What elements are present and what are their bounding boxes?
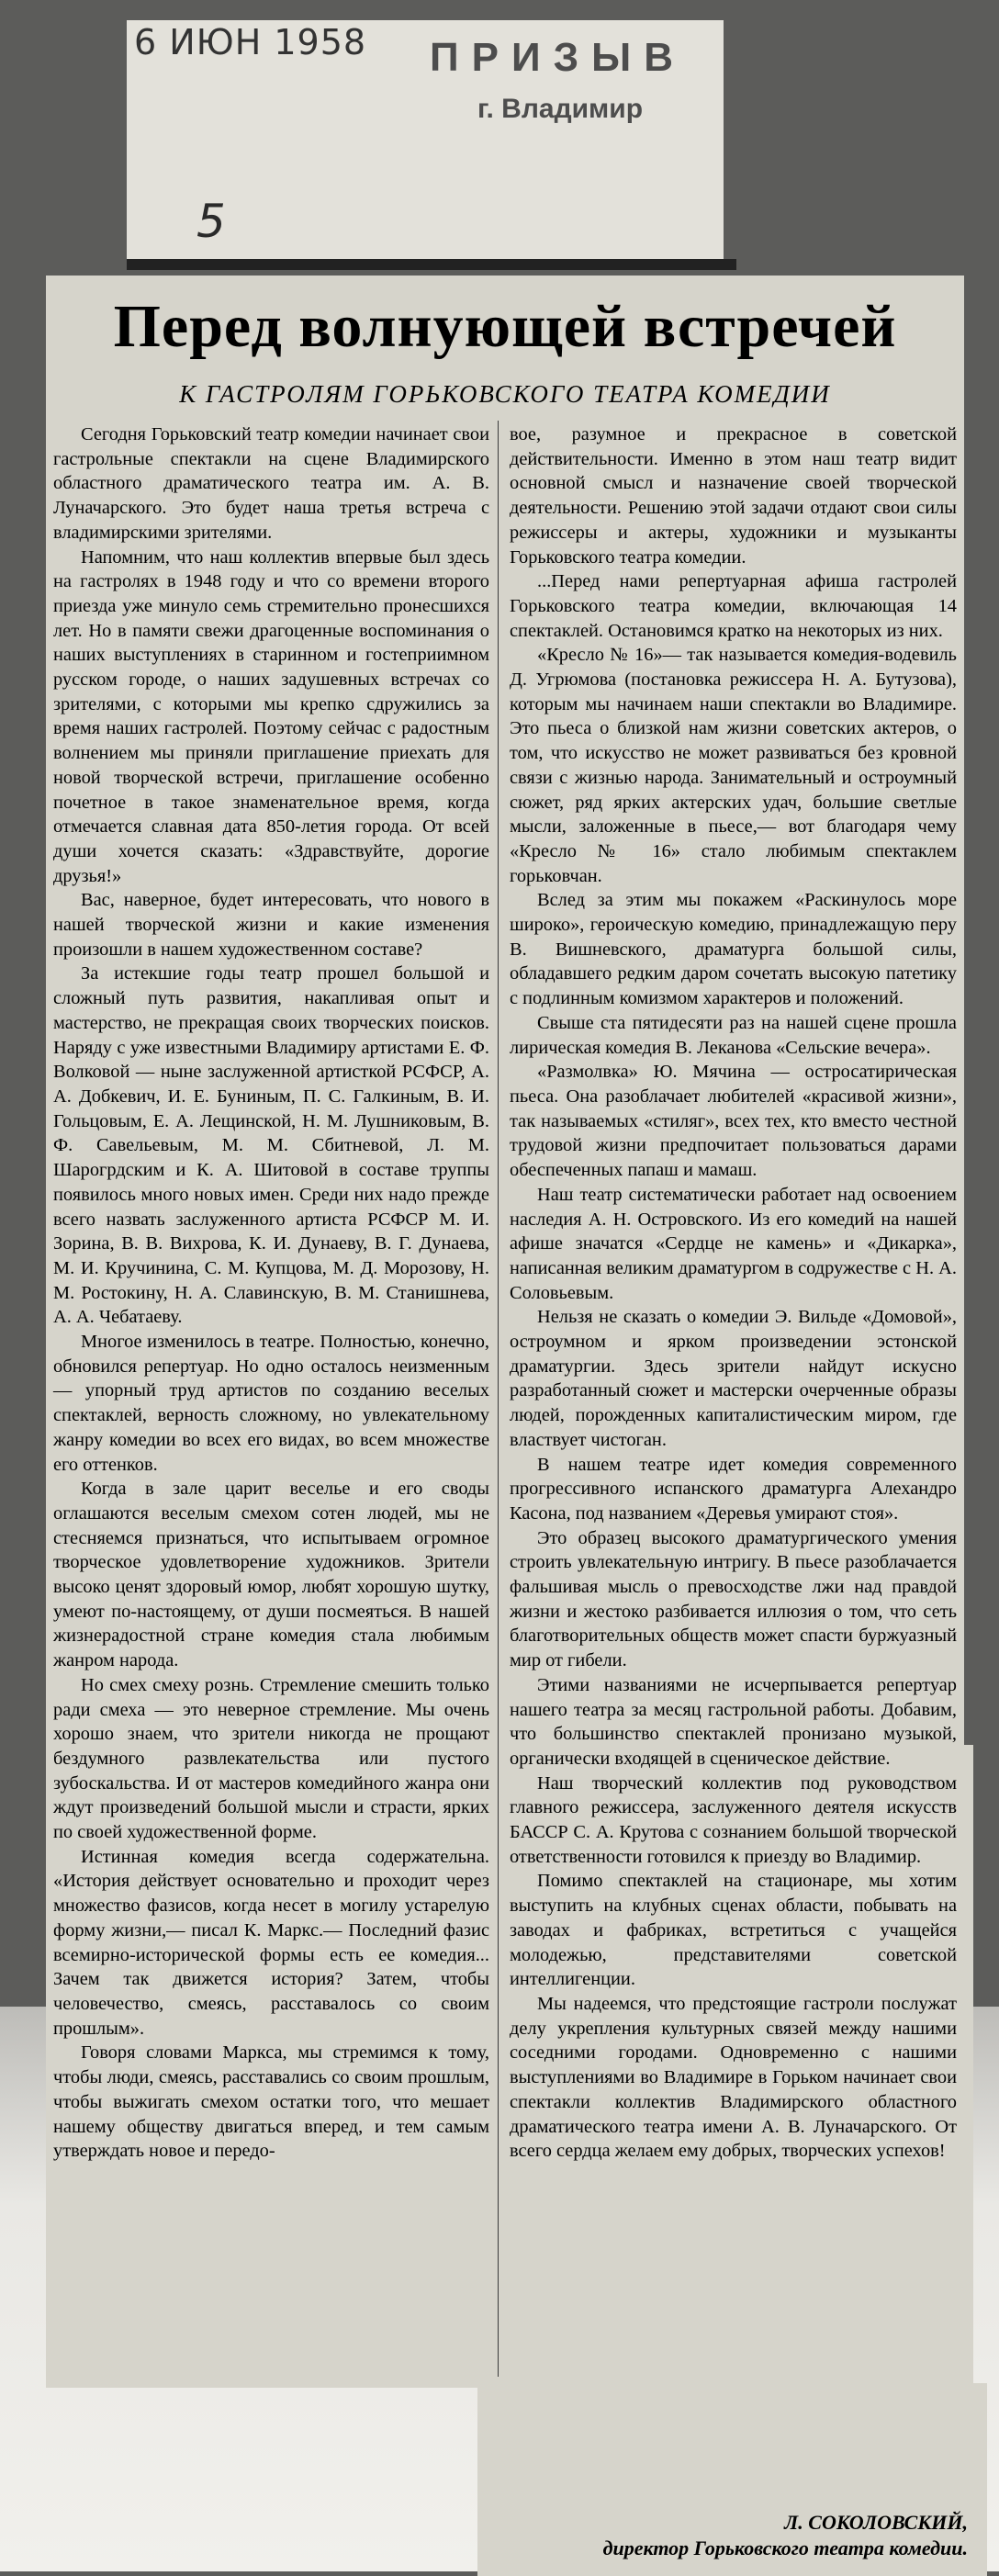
- paragraph: «Кресло № 16»— так называется комедия-водевиль Д. Угрюмова (постановка режиссера Н. А. Бутузова), которым мы начинаем наши спектакли во Владимире. Это пьеса о близкой нам жизни советских актеров, о том, что искусство не может развиваться без кровной связи с жизнью народа. Занимательный и остроумный сюжет, ряд ярких актерских удач, большие светлые мысли, заложенные в пьесе,— вот благодаря чему «Кресло № 16» стало любимым спектаклем горьковчан.: [510, 645, 957, 886]
- paragraph: Напомним, что наш коллектив впервые был здесь на гастролях в 1948 году и что со времени второго приезда уже минуло семь стремительно пронесшихся лет. Но в памяти свежи драгоценные воспоминания о наших выступлениях в старинном и гостеприимном русском городе, о наших задушевных встречах со зрителями, с которыми мы крепко сдружились за время наших гастролей. Поэтому сейчас с радостным волнением мы приняли приглашение приехать для новой творческой встречи, приглашение особенно почетное в такое знаменательное время, когда отмечается славная дата 850-летия города. От всей души хочется сказать: «Здравствуйте, дорогие друзья!»: [53, 546, 489, 886]
- paragraph: Сегодня Горьковский театр комедии начинает свои гастрольные спектакли на сцене Владимирского областного драматического театра им. А. В. Луначарского. Это будет наша третья встреча с владимирскими зрителями.: [53, 424, 489, 543]
- paragraph: Свыше ста пятидесяти раз на нашей сцене прошла лирическая комедия В. Леканова «Сельские вечера».: [510, 1012, 957, 1058]
- paragraph: ...Перед нами репертуарная афиша гастролей Горьковского театра комедии, включающая 14 спектаклей. Остановимся кратко на некоторых из них.: [510, 571, 957, 641]
- paragraph: Помимо спектаклей на стационаре, мы хотим выступить на клубных сценах области, побывать на заводах и фабриках, встретиться с учащейся молодежью, представителями советской интеллигенции.: [510, 1871, 957, 1990]
- paragraph: Вас, наверное, будет интересовать, что нового в нашей творческой жизни и какие изменения произошли в нашем художественном составе?: [53, 890, 489, 960]
- article-subtitle: К ГАСТРОЛЯМ ГОРЬКОВСКОГО ТЕАТРА КОМЕДИИ: [179, 380, 831, 408]
- paragraph: За истекшие годы театр прошел большой и сложный путь развития, накапливая опыт и мастерство, не прекращая своих творческих поисков. Наряду с уже известными Владимиру артистами Е. Ф. Волковой — ныне заслуженной артисткой РСФСР, А. А. Добкевич, И. Е. Буниным, П. С. Галкиным, В. И. Гольцовым, Е. А. Лещинской, Н. М. Лушниковым, В. Ф. Савельевым, М. М. Сбитневой, Л. М. Шарогрдским и К. А. Шитовой в составе труппы появилось много новых имен. Среди них надо прежде всего назвать заслуженного артиста РСФСР М. И. Зорина, В. В. Вихрова, К. И. Дунаеву, В. Г. Дунаева, М. И. Кручинина, С. М. Купцова, М. Д. Морозову, Н. М. Ростокину, Н. А. Славинскую, В. М. Станишнева, А. А. Чебатаеву.: [53, 963, 489, 1328]
- newspaper-stamp-slip: [127, 20, 724, 261]
- stamp-date: 6 ИЮН 1958: [134, 22, 367, 62]
- paragraph: Истинная комедия всегда содержательна. «История действует основательно и проходит через множество фазисов, когда несет в могилу устарелую форму жизни,— писал К. Маркс.— Последний фазис всемирно-исторической формы есть ее комедия... Зачем так движется история? Затем, чтобы человечество, смеясь, расставалось со своим прошлым».: [53, 1846, 489, 2039]
- paragraph: вое, разумное и прекрасное в советской действительности. Именно в этом наш театр видит основной смысл и назначение своей творческой деятельности. Решению этой задачи отдают свои силы режиссеры и актеры, художники и музыканты Горьковского театра комедии.: [510, 424, 957, 568]
- article-signature: [603, 2510, 968, 2561]
- paragraph: Мы надеемся, что предстоящие гастроли послужат делу укрепления культурных связей между нашими соседними городами. Одновременно с нашими выступлениями во Владимире в Горьком начинает свои спектакли коллектив Владимирского областного драматического театра имени А. В. Луначарского. От всего сердца желаем ему добрых, творческих успехов!: [510, 1994, 957, 2162]
- article-column-right: [510, 422, 957, 2164]
- stamp-newspaper-name: ПРИЗЫВ: [430, 35, 687, 80]
- paragraph: Наш театр систематически работает над освоением наследия А. Н. Островского. Из его комедий на нашей афише значатся «Сердце не камень» и «Дикарка», написанная великим драматургом в содружестве с Н. А. Соловьевым.: [510, 1184, 957, 1303]
- paragraph: Говоря словами Маркса, мы стремимся к тому, чтобы люди, смеясь, расставались со своим прошлым, чтобы выжигать смехом остатки того, что мешает нашему обществу двигаться вперед, и тем самым утверждать новое и передо-: [53, 2042, 489, 2162]
- paragraph: В нашем театре идет комедия современного прогрессивного испанского драматурга Алехандро Касона, под названием «Деревья умирают стоя».: [510, 1454, 957, 1524]
- paragraph: Наш творческий коллектив под руководством главного режиссера, заслуженного деятеля искусств БАССР С. А. Крутова с сознанием большой творческой ответственности готовился к приезду во Владимир.: [510, 1772, 957, 1867]
- paragraph: Но смех смеху рознь. Стремление смешить только ради смеха — это неверное стремление. Мы очень хорошо знаем, что зрители никогда не прощают бездумного развлекательства или пустого зубоскальства. И от мастеров комедийного жанра они ждут произведений большой мысли и страсти, ярких по своей художественной форме.: [53, 1674, 489, 1843]
- stamp-city: г. Владимир: [477, 94, 644, 124]
- slip-edge-bar: [127, 259, 736, 270]
- author-name: Л. СОКОЛОВСКИЙ,: [784, 2511, 968, 2534]
- column-divider: [498, 421, 499, 2377]
- article-title: Перед волнующей встречей: [113, 293, 897, 360]
- author-title: директор Горьковского театра комедии.: [602, 2537, 968, 2559]
- paragraph: «Размолвка» Ю. Мячина — остросатирическая пьеса. Она разоблачает любителей «красивой жизни», так называемых «стиляг», всех тех, кто вместо честной трудовой жизни предпочитает пользоваться дарами обеспеченных папаш и мамаш.: [510, 1062, 957, 1181]
- paragraph: Многое изменилось в театре. Полностью, конечно, обновился репертуар. Но одно осталось неизменным — упорный труд артистов по созданию веселых спектаклей, верность сложному, но увлекательному жанру комедии во всех его видах, во всем множестве его оттенков.: [53, 1332, 489, 1475]
- paragraph: Когда в зале царит веселье и его своды оглашаются веселым смехом сотен людей, мы не стесняемся признаться, что испытываем огромное творческое удовлетворение художников. Зрители высоко ценят здоровый юмор, любят хорошую шутку, умеют по-настоящему, от души посмеяться. В нашей жизнерадостной стране комедия стала любимым жанром народа.: [53, 1479, 489, 1671]
- handwritten-note: 5: [196, 195, 226, 248]
- paragraph: Нельзя не сказать о комедии Э. Вильде «Домовой», остроумном и ярком произведении эстонской драматургии. Здесь зрители найдут искусно разработанный сюжет и мастерски очерченные образы людей, порожденных капиталистическим миром, где властвует чистоган.: [510, 1307, 957, 1450]
- paragraph: Этими названиями не исчерпывается репертуар нашего театра за месяц гастрольной работы. Добавим, что большинство спектаклей пронизано музыкой, органически входящей в сценическое действие.: [510, 1674, 957, 1769]
- paragraph: Вслед за этим мы покажем «Раскинулось море широко», героическую комедию, принадлежащую перу В. Вишневского, драматурга большой силы, обладавшего редким даром сочетать высокую патетику с подлинным комизмом характеров и положений.: [510, 890, 957, 1009]
- article-column-left: [53, 422, 489, 2164]
- paragraph: Это образец высокого драматургического умения строить увлекательную интригу. В пьесе разоблачается фальшивая мысль о превосходстве лжи над правдой жизни и жестоко разбивается иллюзия о том, что сеть благотворительных обществ может спасти буржуазный мир от гибели.: [510, 1527, 957, 1671]
